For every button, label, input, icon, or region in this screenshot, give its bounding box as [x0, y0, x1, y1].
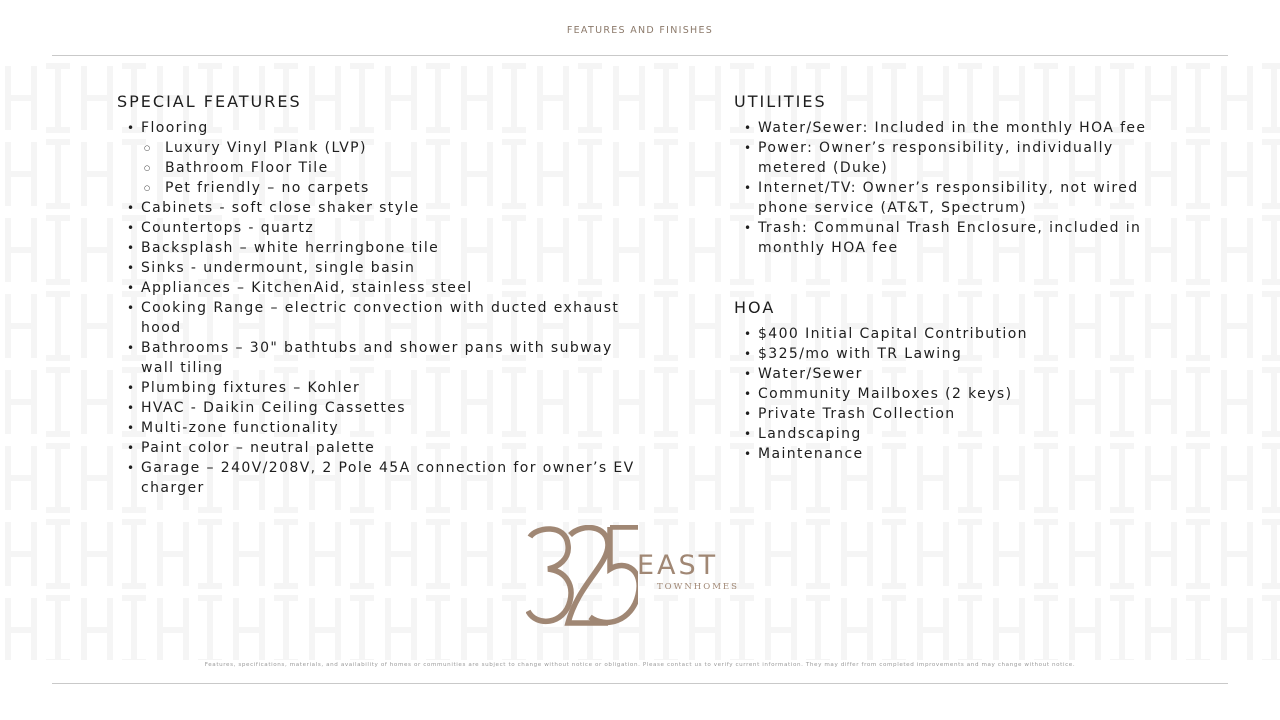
list-item-label: $400 Initial Capital Contribution [758, 326, 1028, 342]
hoa-section [734, 298, 1154, 464]
list-item-label: Flooring [141, 120, 209, 136]
list-item-label: Bathrooms – 30" bathtubs and shower pans with subway wall tiling [141, 340, 613, 376]
hoa-list [734, 324, 1154, 464]
list-item-label: Plumbing fixtures – Kohler [141, 380, 361, 396]
sub-list-item: ○ Luxury Vinyl Plank (LVP) [141, 138, 637, 158]
footer-divider [52, 683, 1228, 684]
list-item-label: Cooking Range – electric convection with ducted exhaust hood [141, 300, 620, 336]
list-item [117, 298, 637, 338]
list-item-label: Cabinets - soft close shaker style [141, 200, 420, 216]
list-item-label: Paint color – neutral palette [141, 440, 376, 456]
brand-logo [526, 525, 766, 635]
list-item [117, 238, 637, 258]
disclaimer-text: Features, specifications, materials, and availability of homes or communities are subject to change without notice or obligation. Please contact us to verify current information. They may differ from completed improvements and may change without notice. [204, 662, 1076, 668]
list-item [734, 384, 1154, 404]
list-item [117, 458, 637, 498]
sub-list [141, 138, 637, 198]
list-item [734, 218, 1154, 258]
list-item-label: Community Mailboxes (2 keys) [758, 386, 1013, 402]
list-item [117, 218, 637, 238]
list-item-label: Sinks - undermount, single basin [141, 260, 416, 276]
list-item-label: Garage – 240V/208V, 2 Pole 45A connection for owner’s EV charger [141, 460, 635, 496]
list-item-label: Water/Sewer: Included in the monthly HOA fee [758, 120, 1147, 136]
list-item-label: Private Trash Collection [758, 406, 956, 422]
list-item-label: Landscaping [758, 426, 862, 442]
section-title: HOA [734, 298, 776, 317]
list-item-label: $325/mo with TR Lawing [758, 346, 963, 362]
list-item-label: HVAC - Daikin Ceiling Cassettes [141, 400, 406, 416]
utilities-section [734, 92, 1154, 464]
section-title: UTILITIES [734, 92, 827, 111]
list-item [117, 198, 637, 218]
list-item [117, 258, 637, 278]
list-item-label: Trash: Communal Trash Enclosure, included in monthly HOA fee [758, 220, 1142, 256]
list-item-label: Water/Sewer [758, 366, 863, 382]
logo-subtitle: TOWNHOMES [657, 582, 739, 592]
list-item [734, 444, 1154, 464]
list-item-label: Multi-zone functionality [141, 420, 340, 436]
list-item [734, 178, 1154, 218]
list-item [734, 344, 1154, 364]
list-item [734, 364, 1154, 384]
list-item-label: Internet/TV: Owner’s responsibility, not wired phone service (AT&T, Spectrum) [758, 180, 1139, 216]
special-features-list [117, 118, 637, 498]
sub-list-item: ○ Bathroom Floor Tile [141, 158, 637, 178]
list-item-label: Appliances – KitchenAid, stainless steel [141, 280, 473, 296]
list-item-label: Countertops - quartz [141, 220, 315, 236]
logo-wordmark: EAST [637, 550, 719, 581]
list-item-label: Maintenance [758, 446, 864, 462]
list-item [117, 438, 637, 458]
list-item [117, 118, 637, 198]
page-title: FEATURES AND FINISHES [566, 25, 714, 36]
list-item [734, 138, 1154, 178]
list-item [734, 404, 1154, 424]
list-item-label: Backsplash – white herringbone tile [141, 240, 440, 256]
utilities-list [734, 118, 1154, 258]
list-item [117, 418, 637, 438]
list-item [117, 278, 637, 298]
section-title: SPECIAL FEATURES [117, 92, 302, 111]
special-features-section [117, 92, 637, 498]
list-item-label: Power: Owner’s responsibility, individually metered (Duke) [758, 140, 1114, 176]
list-item [734, 424, 1154, 444]
list-item [734, 118, 1154, 138]
list-item [117, 378, 637, 398]
header-divider [52, 55, 1228, 56]
list-item [734, 324, 1154, 344]
list-item [117, 338, 637, 378]
sub-list-item: ○ Pet friendly – no carpets [141, 178, 637, 198]
list-item [117, 398, 637, 418]
logo-monogram [526, 525, 638, 629]
